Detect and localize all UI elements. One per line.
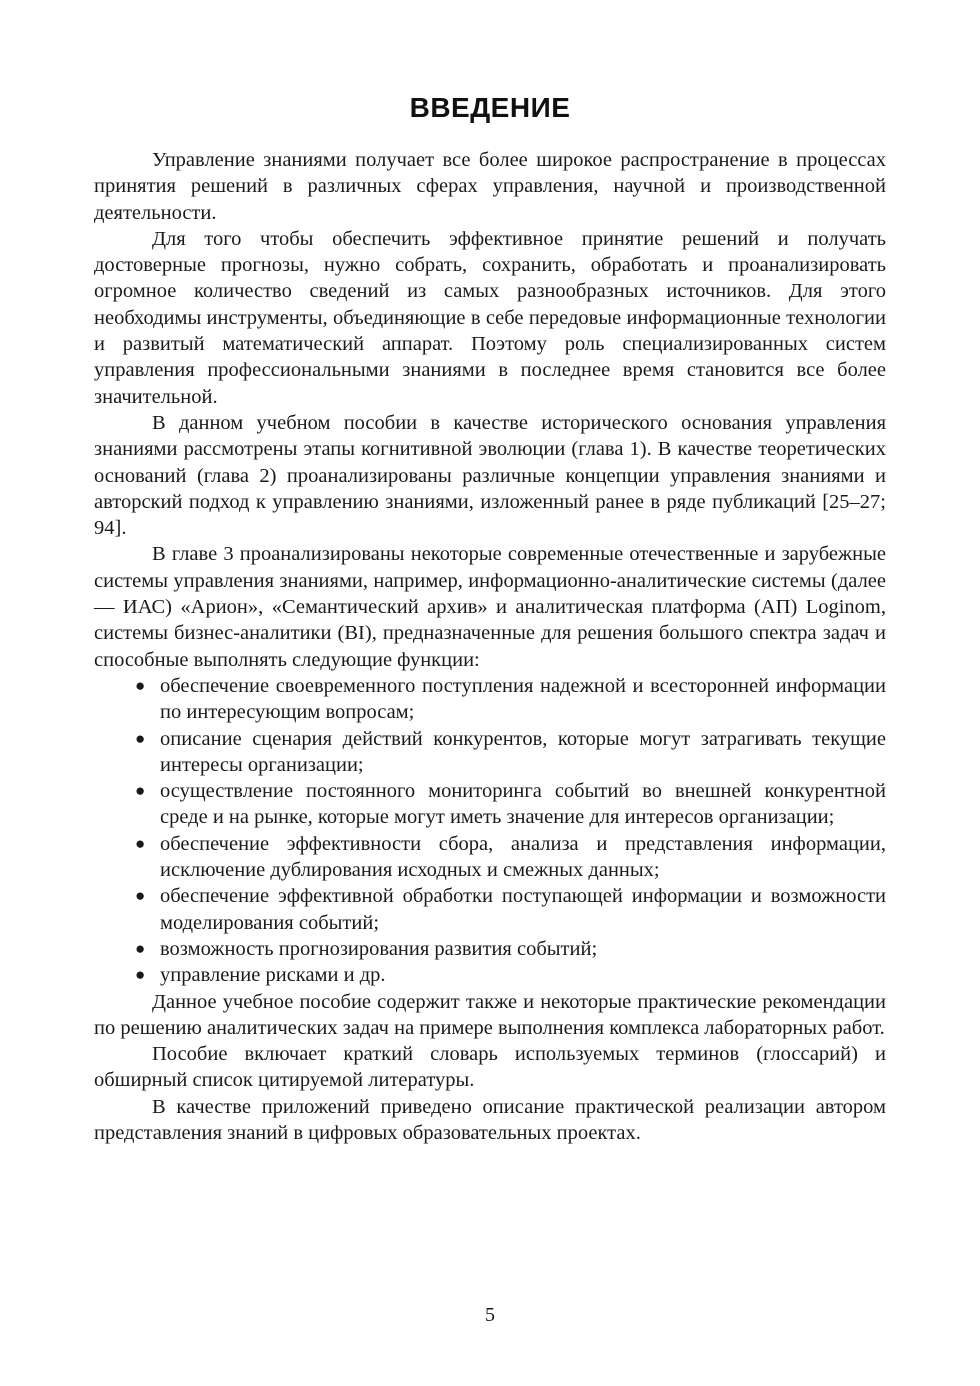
list-item-text: обеспечение своевременного поступления надежной и всесторонней информации по интересующим вопросам;	[160, 674, 886, 724]
paragraph-appendices: В качестве приложений приведено описание практической реализации автором представления знаний в цифровых образовательных проектах.	[94, 1095, 886, 1144]
list-item-text: обеспечение эффективности сбора, анализа и представления информации, исключение дублирования исходных и смежных данных;	[160, 832, 886, 882]
list-item	[94, 778, 886, 831]
functions-list	[94, 673, 886, 989]
paragraph-practice: Данное учебное пособие содержит также и некоторые практические рекомендации по решению аналитических задач на примере выполнения комплекса лабораторных работ.	[94, 990, 886, 1039]
paragraph-chapter-3: В главе 3 проанализированы некоторые современные отечественные и зарубежные системы управления знаниями, например, информационно-аналитические системы (далее — ИАС) «Арион», «Семантический архив» и аналитическая платформа (АП) Loginom, системы бизнес-аналитики (BI), предназначенные для решения большого спектра задач и способные выполнять следующие функции:	[94, 543, 886, 671]
page-title: ВВЕДЕНИЕ	[409, 92, 571, 123]
list-item-text: управление рисками и др.	[160, 964, 386, 987]
list-item	[94, 831, 886, 884]
paragraph-chapters: В данном учебном пособии в качестве исторического основания управления знаниями рассмотрены этапы когнитивной эволюции (глава 1). В качестве теоретических оснований (глава 2) проанализированы различные концепции управления знаниями и авторский подход к управлению знаниями, изложенный ранее в ряде публикаций [25–27; 94].	[94, 411, 886, 540]
paragraph-glossary: Пособие включает краткий словарь используемых терминов (глоссарий) и обширный список цитируемой литературы.	[94, 1043, 886, 1092]
list-item	[94, 962, 886, 988]
list-item-text: обеспечение эффективной обработки поступающей информации и возможности моделирования событий;	[160, 885, 886, 934]
list-item-text: осуществление постоянного мониторинга событий во внешней конкурентной среде и на рынке, которые могут иметь значение для интересов организации;	[160, 780, 886, 829]
bullet-icon: ●	[135, 938, 146, 958]
bullet-icon: ●	[135, 833, 146, 853]
list-item	[94, 673, 886, 726]
bullet-icon: ●	[135, 728, 146, 748]
paragraph-intro: Управление знаниями получает все более широкое распространение в процессах принятия решений в различных сферах управления, научной и производственной деятельности.	[94, 149, 886, 224]
bullet-icon: ●	[135, 675, 146, 695]
list-item-text: возможность прогнозирования развития событий;	[160, 937, 598, 960]
list-item-text: описание сценария действий конкурентов, которые могут затрагивать текущие интересы организации;	[160, 727, 886, 776]
list-item	[94, 883, 886, 936]
bullet-icon: ●	[135, 781, 146, 801]
main-text	[94, 147, 886, 1146]
list-item	[94, 726, 886, 779]
list-item	[94, 936, 886, 962]
paragraph-tools: Для того чтобы обеспечить эффективное принятие решений и получать достоверные прогнозы, нужно собрать, сохранить, обработать и проанализировать огромное количество сведений из самых разнообразных источников. Для этого необходимы инструменты, объединяющие в себе передовые информационные технологии и развитый математический аппарат. Поэтому роль специализированных систем управления профессиональными знаниями в последнее время становится все более значительной.	[94, 227, 886, 408]
page-number: 5	[485, 1304, 495, 1326]
bullet-icon: ●	[135, 965, 146, 985]
bullet-icon: ●	[135, 886, 146, 906]
